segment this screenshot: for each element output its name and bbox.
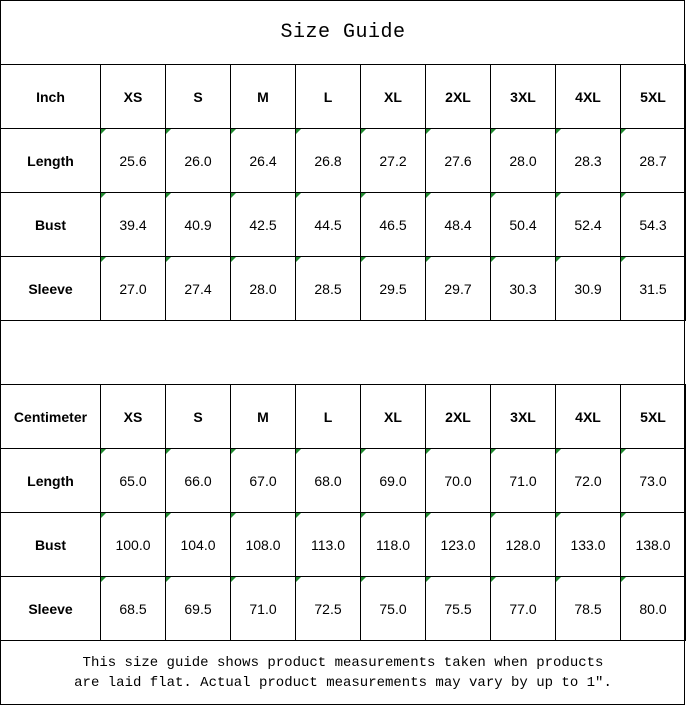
table-cell: 69.0 (361, 449, 426, 513)
table-cell: 52.4 (556, 193, 621, 257)
row-label: Bust (1, 193, 101, 257)
size-header: S (166, 385, 231, 449)
table-cell: 29.5 (361, 257, 426, 321)
table-cell: 29.7 (426, 257, 491, 321)
row-label: Length (1, 449, 101, 513)
table-cell: 42.5 (231, 193, 296, 257)
table-cell: 69.5 (166, 577, 231, 641)
size-header: L (296, 385, 361, 449)
size-header: XS (101, 385, 166, 449)
table-cell: 27.6 (426, 129, 491, 193)
size-header: S (166, 65, 231, 129)
table-cell: 27.0 (101, 257, 166, 321)
table-cell: 77.0 (491, 577, 556, 641)
table-cell: 28.0 (231, 257, 296, 321)
table-cell: 78.5 (556, 577, 621, 641)
row-label: Sleeve (1, 577, 101, 641)
table-cell: 70.0 (426, 449, 491, 513)
table-cell: 75.5 (426, 577, 491, 641)
size-header: 2XL (426, 385, 491, 449)
size-header: 4XL (556, 385, 621, 449)
row-label: Sleeve (1, 257, 101, 321)
table-cell: 128.0 (491, 513, 556, 577)
table-cell: 108.0 (231, 513, 296, 577)
table-cell: 138.0 (621, 513, 686, 577)
size-header: 3XL (491, 385, 556, 449)
row-label: Bust (1, 513, 101, 577)
size-header: 4XL (556, 65, 621, 129)
table-cell: 75.0 (361, 577, 426, 641)
size-header: L (296, 65, 361, 129)
table-cell: 27.4 (166, 257, 231, 321)
size-header: XL (361, 385, 426, 449)
page-title: Size Guide (280, 20, 406, 44)
footer-line-1: This size guide shows product measurements taken when products (82, 655, 604, 671)
table-cell: 100.0 (101, 513, 166, 577)
table-cell: 73.0 (621, 449, 686, 513)
table-cell: 44.5 (296, 193, 361, 257)
table-cell: 50.4 (491, 193, 556, 257)
size-header: M (231, 385, 296, 449)
size-header: 5XL (621, 65, 686, 129)
table-cell: 25.6 (101, 129, 166, 193)
table-cell: 31.5 (621, 257, 686, 321)
table-cell: 72.0 (556, 449, 621, 513)
table-cell: 133.0 (556, 513, 621, 577)
table-cell: 72.5 (296, 577, 361, 641)
table-cell: 48.4 (426, 193, 491, 257)
size-header: XL (361, 65, 426, 129)
table-cell: 26.0 (166, 129, 231, 193)
table-cell: 30.9 (556, 257, 621, 321)
table-cell: 66.0 (166, 449, 231, 513)
size-header: XS (101, 65, 166, 129)
table-cell: 28.5 (296, 257, 361, 321)
table-cell: 113.0 (296, 513, 361, 577)
table-cell: 39.4 (101, 193, 166, 257)
table-cell: 71.0 (231, 577, 296, 641)
table-cell: 68.5 (101, 577, 166, 641)
table-cell: 65.0 (101, 449, 166, 513)
size-header: M (231, 65, 296, 129)
table-cell: 26.4 (231, 129, 296, 193)
unit-label-centimeter: Centimeter (1, 385, 101, 449)
table-cell: 46.5 (361, 193, 426, 257)
table-cell: 67.0 (231, 449, 296, 513)
size-header: 3XL (491, 65, 556, 129)
table-cell: 54.3 (621, 193, 686, 257)
table-cell: 28.7 (621, 129, 686, 193)
table-cell: 68.0 (296, 449, 361, 513)
table-cell: 27.2 (361, 129, 426, 193)
table-cell: 26.8 (296, 129, 361, 193)
table-cell: 104.0 (166, 513, 231, 577)
size-header: 5XL (621, 385, 686, 449)
table-cell: 71.0 (491, 449, 556, 513)
unit-label-inch: Inch (1, 65, 101, 129)
row-label: Length (1, 129, 101, 193)
table-cell: 118.0 (361, 513, 426, 577)
table-cell: 123.0 (426, 513, 491, 577)
table-cell: 28.3 (556, 129, 621, 193)
table-cell: 80.0 (621, 577, 686, 641)
table-cell: 28.0 (491, 129, 556, 193)
size-header: 2XL (426, 65, 491, 129)
footer-line-2: are laid flat. Actual product measurements may vary by up to 1″. (74, 675, 612, 691)
table-cell: 30.3 (491, 257, 556, 321)
table-cell: 40.9 (166, 193, 231, 257)
